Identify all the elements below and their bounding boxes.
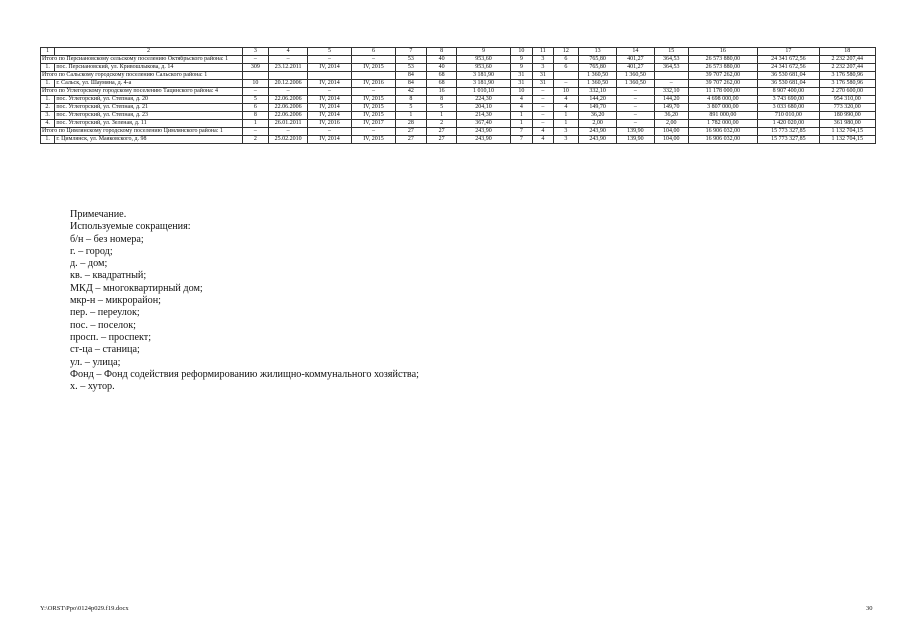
table-cell: 22.06.2006 <box>269 104 308 112</box>
table-cell: 9 <box>510 56 533 64</box>
table-cell: IV, 2014 <box>308 64 352 72</box>
table-cell: 27 <box>426 136 457 144</box>
table-cell: 26.01.2011 <box>269 120 308 128</box>
table-cell: 367,40 <box>457 120 510 128</box>
table-cell: 68 <box>426 80 457 88</box>
table-cell: 2 270 600,00 <box>819 88 875 96</box>
table-cell: 1 360,50 <box>579 80 617 88</box>
table-cell: 36,20 <box>654 112 688 120</box>
table-cell: 4 <box>533 128 553 136</box>
column-number-cell: 8 <box>426 48 457 56</box>
table-cell: 84 <box>396 80 427 88</box>
table-cell: 26 573 880,00 <box>688 56 758 64</box>
table-cell: 10 <box>553 88 579 96</box>
table-cell <box>308 72 352 80</box>
table-total-row <box>41 72 876 80</box>
housing-program-table <box>40 47 876 144</box>
table-cell: 31 <box>533 80 553 88</box>
table-cell: 16 906 032,00 <box>688 136 758 144</box>
table-cell: IV, 2014 <box>308 112 352 120</box>
table-cell: 364,53 <box>654 56 688 64</box>
table-cell: IV, 2015 <box>352 96 396 104</box>
table-cell: 28 <box>396 120 427 128</box>
table-cell: 25.02.2010 <box>269 136 308 144</box>
table-cell: 104,00 <box>654 136 688 144</box>
table-cell: 361 980,00 <box>819 120 875 128</box>
note-line: б/н – без номера; <box>70 233 144 245</box>
table-cell: 1 010,10 <box>457 88 510 96</box>
table-row <box>41 120 876 128</box>
table-cell: 765,80 <box>579 64 617 72</box>
table-cell: 15 773 327,85 <box>758 128 819 136</box>
table-cell: 1 <box>553 112 579 120</box>
table-cell: IV, 2014 <box>308 104 352 112</box>
table-cell: 5 <box>242 96 269 104</box>
table-cell: 710 010,00 <box>758 112 819 120</box>
table-cell: 3 <box>533 56 553 64</box>
table-cell: 36 530 681,04 <box>758 72 819 80</box>
table-cell: IV, 2016 <box>308 120 352 128</box>
table-cell: 26 573 880,00 <box>688 64 758 72</box>
table-cell: 1 360,50 <box>617 72 655 80</box>
column-number-cell: 7 <box>396 48 427 56</box>
table-cell: 3 181,90 <box>457 80 510 88</box>
table-cell: 1. <box>41 136 55 144</box>
table-cell: 36,20 <box>579 112 617 120</box>
table-cell: 22.06.2006 <box>269 96 308 104</box>
table-cell: 4 <box>553 104 579 112</box>
table-cell <box>654 72 688 80</box>
table-cell: Итого по Персиановскому сельскому поселению Октябрьского района: 1 <box>41 56 243 64</box>
table-cell: 204,10 <box>457 104 510 112</box>
note-line: г. – город; <box>70 245 113 257</box>
table-cell: 11 178 000,00 <box>688 88 758 96</box>
table-cell: 68 <box>426 72 457 80</box>
table-cell: 144,20 <box>579 96 617 104</box>
table-cell: 1 360,50 <box>617 80 655 88</box>
table-cell <box>242 72 269 80</box>
table-cell: 8 907 400,00 <box>758 88 819 96</box>
table-cell: 40 <box>426 64 457 72</box>
table-cell: 10 <box>242 80 269 88</box>
table-cell: – <box>352 88 396 96</box>
table-row <box>41 64 876 72</box>
column-number-cell: 18 <box>819 48 875 56</box>
table-cell: 243,90 <box>579 128 617 136</box>
column-number-cell: 1 <box>41 48 55 56</box>
table-cell: IV, 2017 <box>352 120 396 128</box>
table-cell: 224,30 <box>457 96 510 104</box>
table-cell: 7 <box>510 136 533 144</box>
table-cell: 364,53 <box>654 64 688 72</box>
table-cell: 139,90 <box>617 136 655 144</box>
table-cell: 332,10 <box>579 88 617 96</box>
table-cell: г. Сальск, ул. Шаумяна, д. 4-а <box>55 80 242 88</box>
table-cell: 24 341 672,56 <box>758 56 819 64</box>
table-row <box>41 80 876 88</box>
table-cell: – <box>533 112 553 120</box>
table-cell: 3 <box>533 64 553 72</box>
table-cell: 8 <box>426 96 457 104</box>
table-cell: 16 <box>426 88 457 96</box>
table-cell: 1 132 704,15 <box>819 136 875 144</box>
table-cell: IV, 2014 <box>308 136 352 144</box>
table-cell: 4 698 000,00 <box>688 96 758 104</box>
table-cell: 149,70 <box>579 104 617 112</box>
table-cell: – <box>654 80 688 88</box>
table-cell: 16 906 032,00 <box>688 128 758 136</box>
table-cell: – <box>308 88 352 96</box>
column-number-cell: 14 <box>617 48 655 56</box>
table-cell: 27 <box>396 136 427 144</box>
table-cell: пос. Углегорский, ул. Степная, д. 20 <box>55 96 242 104</box>
table-cell: 6 <box>553 56 579 64</box>
table-cell: 3 807 000,00 <box>688 104 758 112</box>
table-cell: IV, 2014 <box>308 96 352 104</box>
table-cell: 1 <box>242 120 269 128</box>
table-cell: 243,90 <box>457 136 510 144</box>
table-cell: 31 <box>510 80 533 88</box>
note-line: пос. – поселок; <box>70 319 136 331</box>
table-cell: 3 176 580,96 <box>819 80 875 88</box>
table-cell: 773 320,00 <box>819 104 875 112</box>
table-cell: 42 <box>396 88 427 96</box>
table-total-row <box>41 88 876 96</box>
table-cell: 401,27 <box>617 64 655 72</box>
table-cell: 1. <box>41 64 55 72</box>
table-cell: – <box>533 88 553 96</box>
column-number-cell: 9 <box>457 48 510 56</box>
table-row <box>41 112 876 120</box>
table-cell: 953,60 <box>457 64 510 72</box>
table-cell: 2 <box>242 136 269 144</box>
table-cell: 891 000,00 <box>688 112 758 120</box>
table-cell <box>553 72 579 80</box>
table-cell: – <box>242 88 269 96</box>
table-cell: 53 <box>396 64 427 72</box>
table-cell: 39 707 262,00 <box>688 72 758 80</box>
table-cell: 3 743 690,00 <box>758 96 819 104</box>
table-header-row <box>41 48 876 56</box>
table-cell: 15 773 327,85 <box>758 136 819 144</box>
table-cell: 3. <box>41 112 55 120</box>
table-cell: пос. Углегорский, ул. Степная, д. 23 <box>55 112 242 120</box>
footer-file-path: Y:\ORST\Ppo\0124p029.f19.docx <box>40 605 129 612</box>
table-cell: IV, 2015 <box>352 64 396 72</box>
table-row <box>41 104 876 112</box>
table-cell: 2 <box>426 120 457 128</box>
table-cell: – <box>352 128 396 136</box>
table-cell: – <box>242 128 269 136</box>
note-line: Используемые сокращения: <box>70 221 191 233</box>
table-cell: 144,20 <box>654 96 688 104</box>
table-cell: 332,10 <box>654 88 688 96</box>
note-line: МКД – многоквартирный дом; <box>70 282 203 294</box>
table-cell: 5 <box>426 104 457 112</box>
table-cell: 765,80 <box>579 56 617 64</box>
table-cell: 20.12.2006 <box>269 80 308 88</box>
table-cell: 84 <box>396 72 427 80</box>
page-number: 30 <box>866 605 873 612</box>
note-heading: Примечание. <box>70 209 127 220</box>
table-cell: 6 <box>242 104 269 112</box>
table-cell: 1 <box>396 112 427 120</box>
note-line: ст-ца – станица; <box>70 344 140 356</box>
note-line: ул. – улица; <box>70 356 121 368</box>
table-cell: 4 <box>510 96 533 104</box>
table-cell: 953,60 <box>457 56 510 64</box>
table-cell: 954 310,00 <box>819 96 875 104</box>
table-row <box>41 136 876 144</box>
table-cell: 243,90 <box>579 136 617 144</box>
table-cell: 36 530 681,04 <box>758 80 819 88</box>
table-cell: 1. <box>41 96 55 104</box>
table-cell: 149,70 <box>654 104 688 112</box>
table-cell: – <box>553 80 579 88</box>
table-cell: – <box>269 56 308 64</box>
table-cell: – <box>308 56 352 64</box>
note-line: мкр-н – микрорайон; <box>70 295 162 307</box>
table-cell: – <box>617 96 655 104</box>
table-cell: IV, 2015 <box>352 136 396 144</box>
table-cell: – <box>352 56 396 64</box>
table-total-row <box>41 56 876 64</box>
table-cell: 27 <box>426 128 457 136</box>
table-cell: 243,90 <box>457 128 510 136</box>
table-cell: Итого по Углегорскому городскому поселению Тацинского района: 4 <box>41 88 243 96</box>
table-cell: 139,90 <box>617 128 655 136</box>
table-cell: 104,00 <box>654 128 688 136</box>
table-cell: 214,30 <box>457 112 510 120</box>
table-cell: 24 341 672,56 <box>758 64 819 72</box>
table-cell: 4 <box>553 96 579 104</box>
table-cell: IV, 2014 <box>308 80 352 88</box>
table-cell: пос. Углегорский, ул. Зеленая, д. 11 <box>55 120 242 128</box>
table-cell: 4 <box>510 104 533 112</box>
table-cell: 1 420 020,00 <box>758 120 819 128</box>
table-cell: 180 990,00 <box>819 112 875 120</box>
column-number-cell: 16 <box>688 48 758 56</box>
column-number-cell: 4 <box>269 48 308 56</box>
table-cell: 2,00 <box>579 120 617 128</box>
table-cell: 1 <box>426 112 457 120</box>
table-cell: – <box>533 96 553 104</box>
table-cell: 10 <box>510 88 533 96</box>
table-cell: 3 <box>553 136 579 144</box>
column-number-cell: 15 <box>654 48 688 56</box>
column-number-cell: 5 <box>308 48 352 56</box>
table-cell: – <box>533 104 553 112</box>
table-cell: 1. <box>41 80 55 88</box>
column-number-cell: 17 <box>758 48 819 56</box>
table-cell: 401,27 <box>617 56 655 64</box>
table-cell: IV, 2015 <box>352 104 396 112</box>
table-cell: 8 <box>396 96 427 104</box>
table-cell: 1 132 704,15 <box>819 128 875 136</box>
note-line: х. – хутор. <box>70 381 115 393</box>
table-cell: 1 <box>510 112 533 120</box>
table-cell: Итого по Цимлянскому городскому поселению Цимлянского района: 1 <box>41 128 243 136</box>
table-cell: 3 176 580,96 <box>819 72 875 80</box>
table-cell: 1 360,50 <box>579 72 617 80</box>
table-cell: 2 232 207,44 <box>819 64 875 72</box>
table-cell: 7 <box>510 128 533 136</box>
column-number-cell: 13 <box>579 48 617 56</box>
table-cell: IV, 2016 <box>352 80 396 88</box>
table-cell: 1 <box>510 120 533 128</box>
table-cell: – <box>269 88 308 96</box>
table-cell <box>352 72 396 80</box>
table-cell: 2 232 207,44 <box>819 56 875 64</box>
table-cell: 3 <box>553 128 579 136</box>
table-cell: – <box>617 88 655 96</box>
column-number-cell: 2 <box>55 48 242 56</box>
table-cell: 53 <box>396 56 427 64</box>
table-cell: – <box>617 104 655 112</box>
table-cell: 22.06.2006 <box>269 112 308 120</box>
table-cell: – <box>617 120 655 128</box>
table-cell: 27 <box>396 128 427 136</box>
table-cell: IV, 2015 <box>352 112 396 120</box>
table-cell: 3 181,90 <box>457 72 510 80</box>
table-row <box>41 96 876 104</box>
table-cell: – <box>242 56 269 64</box>
column-number-cell: 12 <box>553 48 579 56</box>
table-cell: 1 782 000,00 <box>688 120 758 128</box>
table-cell: Итого по Сальскому городскому поселению Сальского района: 1 <box>41 72 243 80</box>
table-cell: 4 <box>533 136 553 144</box>
table-cell: – <box>533 120 553 128</box>
table-cell: 8 <box>242 112 269 120</box>
table-cell: 1 <box>553 120 579 128</box>
table-cell <box>269 72 308 80</box>
column-number-cell: 10 <box>510 48 533 56</box>
table-cell: 5 <box>396 104 427 112</box>
table-cell: 40 <box>426 56 457 64</box>
table-cell: г. Цимлянск, ул. Маяковского, д. 98 <box>55 136 242 144</box>
column-number-cell: 11 <box>533 48 553 56</box>
table-cell: 31 <box>510 72 533 80</box>
table-cell: пос. Углегорский, ул. Степная, д. 21 <box>55 104 242 112</box>
note-line: пер. – переулок; <box>70 307 140 319</box>
note-line: Фонд – Фонд содействия реформированию жилищно-коммунального хозяйства; <box>70 368 419 380</box>
note-line: кв. – квадратный; <box>70 270 147 282</box>
table-cell: 31 <box>533 72 553 80</box>
table-cell: 2,00 <box>654 120 688 128</box>
table-cell: – <box>308 128 352 136</box>
table-cell: – <box>617 112 655 120</box>
note-line: д. – дом; <box>70 258 108 270</box>
table-cell: 6 <box>553 64 579 72</box>
column-number-cell: 3 <box>242 48 269 56</box>
column-number-cell: 6 <box>352 48 396 56</box>
abbreviations-note <box>70 209 670 393</box>
table-cell: 2. <box>41 104 55 112</box>
note-line: просп. – проспект; <box>70 331 152 343</box>
table-cell: 3 033 680,00 <box>758 104 819 112</box>
table-total-row <box>41 128 876 136</box>
table-cell: 4. <box>41 120 55 128</box>
table-cell: 9 <box>510 64 533 72</box>
table-cell: 309 <box>242 64 269 72</box>
table-cell: – <box>269 128 308 136</box>
table-cell: 39 707 262,00 <box>688 80 758 88</box>
table-cell: пос. Персиановский, ул. Кривошлыкова, д. 14 <box>55 64 242 72</box>
table-cell: 23.12.2011 <box>269 64 308 72</box>
